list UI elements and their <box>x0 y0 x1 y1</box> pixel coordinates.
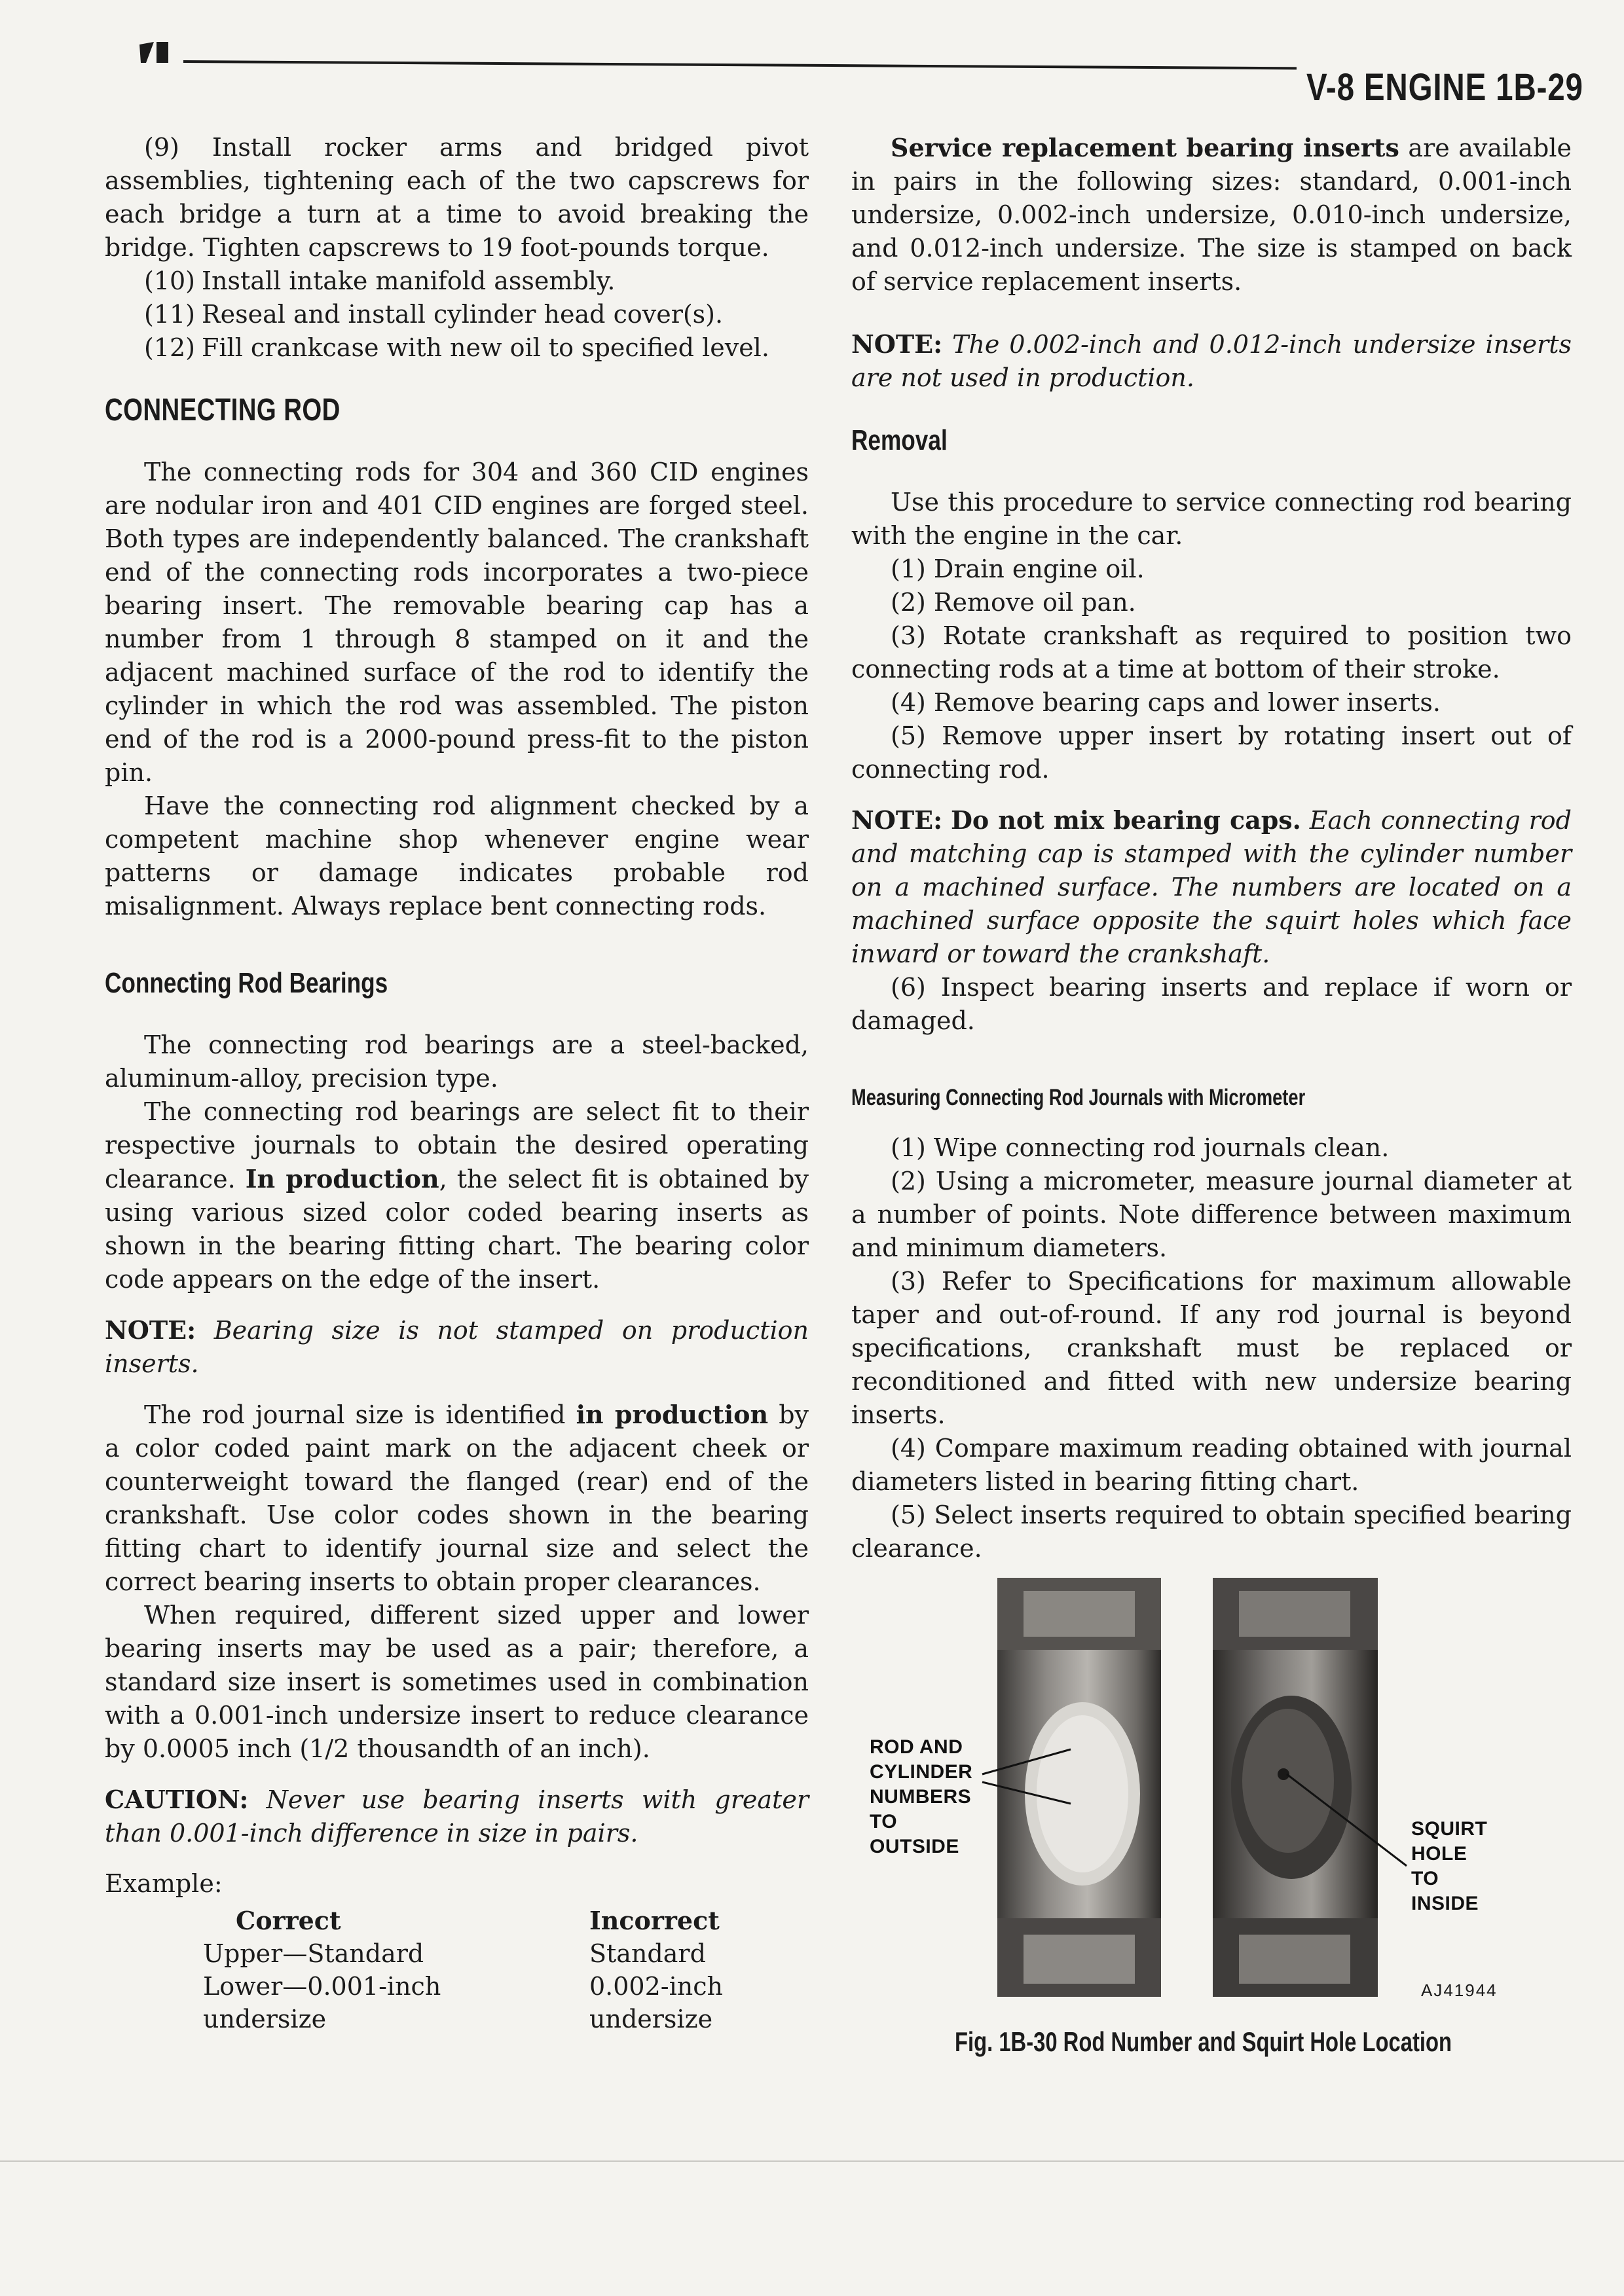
removal-step: (2) Remove oil pan. <box>891 588 1136 617</box>
bearings-paragraph-3: The rod journal size is identified in production by a color coded paint mark on the adjacent cheek or counterweight toward the flanged (rear) end of the crankshaft. Use color codes shown in the bearing fitting chart to identify journal size and select the correct bearing inserts to obtain proper clearances. <box>105 1400 809 1596</box>
corner-marker-icon <box>139 41 177 64</box>
removal-step-6: (6) Inspect bearing inserts and replace if worn or damaged. <box>851 973 1572 1035</box>
example-incorrect-heading: Incorrect <box>589 1906 720 1935</box>
connecting-rod-heading: CONNECTING ROD <box>105 393 341 428</box>
example-incorrect-column <box>589 1904 760 2035</box>
note-bearing-caps: NOTE: Do not mix bearing caps. Each connecting rod and matching cap is stamped with the cylinder number on a machined surface. The numbers are located on a machined surface opposite the squirt holes which face inward or toward the crankshaft. <box>851 805 1572 968</box>
step-10: (10) Install intake manifold assembly. <box>144 266 616 295</box>
figure-code: AJ41944 <box>1421 1980 1498 2000</box>
removal-step: (3) Rotate crankshaft as required to position two connecting rods at a time at bottom of their stroke. <box>851 621 1572 683</box>
service-inserts-paragraph: Service replacement bearing inserts are available in pairs in the following sizes: standard, 0.001-inch undersize, 0.002-inch undersize, 0.010-inch undersize, and 0.012-inch undersize. The size is stamped on back of service replacement inserts. <box>851 133 1572 296</box>
measuring-step: (4) Compare maximum reading obtained with journal diameters listed in bearing fitting chart. <box>851 1434 1572 1496</box>
figure-rod-number-squirt-hole <box>858 1578 1526 2075</box>
measuring-step: (1) Wipe connecting rod journals clean. <box>891 1133 1390 1162</box>
figure-label-rod-numbers: ROD AND CYLINDER NUMBERS TO OUTSIDE <box>870 1736 973 1857</box>
example-correct-line: undersize <box>203 2005 327 2033</box>
measuring-step: (5) Select inserts required to obtain specified bearing clearance. <box>851 1501 1572 1563</box>
page-header-title: V-8 ENGINE 1B-29 <box>1306 66 1583 109</box>
page-bottom-edge <box>0 2160 1624 2162</box>
left-column <box>105 131 809 2035</box>
example-incorrect-line: Standard <box>589 1939 706 1968</box>
note-undersize-inserts: NOTE: The 0.002-inch and 0.012-inch undersize inserts are not used in production. <box>851 329 1572 392</box>
figure-caption: Fig. 1B-30 Rod Number and Squirt Hole Location <box>955 2026 1452 2057</box>
removal-step: (5) Remove upper insert by rotating insert out of connecting rod. <box>851 721 1572 784</box>
bearings-paragraph-2: The connecting rod bearings are select fit to their respective journals to obtain the desired operating clearance. In production, the select fit is obtained by using various sized color coded bearing inserts as shown in the bearing fitting chart. The bearing color code appears on the edge of the insert. <box>105 1097 809 1294</box>
right-column <box>851 131 1572 1565</box>
example-incorrect-line: 0.002-inch <box>589 1972 724 2001</box>
caution-note: CAUTION: Never use bearing inserts with greater than 0.001-inch difference in size in pairs. <box>105 1785 809 1848</box>
measuring-step: (3) Refer to Specifications for maximum allowable taper and out-of-round. If any rod journal is beyond specifications, crankshaft must be replaced or reconditioned and fitted with new undersize bearing inserts. <box>851 1267 1572 1429</box>
bearings-paragraph-1: The connecting rod bearings are a steel-backed, aluminum-alloy, precision type. <box>105 1030 809 1093</box>
figure-label-squirt-hole: SQUIRT HOLE TO INSIDE <box>1411 1818 1488 1914</box>
connecting-rod-paragraph-1: The connecting rods for 304 and 360 CID engines are nodular iron and 401 CID engines are forged steel. Both types are independently balanced. The crankshaft end of the connecting rods incorporates a two-piece bearing insert. The removable bearing cap has a number from 1 through 8 stamped on it and the adjacent machined surface of the rod to identify the cylinder in which the rod was assembled. The piston end of the rod is a 2000-pound press-fit to the piston pin. <box>105 458 809 787</box>
example-correct-column <box>105 1904 589 2035</box>
measuring-heading: Measuring Connecting Rod Journals with Micrometer <box>851 1085 1306 1110</box>
example-incorrect-line: undersize <box>589 2005 713 2033</box>
header-rule <box>183 60 1297 69</box>
connecting-rod-paragraph-2: Have the connecting rod alignment checked by a competent machine shop whenever engine wear patterns or damage indicates probable rod misalignment. Always replace bent connecting rods. <box>105 792 809 920</box>
removal-step: (1) Drain engine oil. <box>891 555 1145 583</box>
note-bearing-size: NOTE: Bearing size is not stamped on production inserts. <box>105 1315 809 1378</box>
connecting-rod-bearings-heading: Connecting Rod Bearings <box>105 967 388 999</box>
step-12: (12) Fill crankcase with new oil to specified level. <box>144 333 769 362</box>
removal-step: (4) Remove bearing caps and lower inserts. <box>891 688 1441 717</box>
example-table <box>105 1904 809 2035</box>
removal-intro: Use this procedure to service connecting rod bearing with the engine in the car. <box>851 488 1572 550</box>
removal-heading: Removal <box>851 424 948 456</box>
example-correct-heading: Correct <box>236 1906 341 1935</box>
step-9: (9) Install rocker arms and bridged pivot assemblies, tightening each of the two capscrews for each bridge a turn at a time to avoid breaking the bridge. Tighten capscrews to 19 foot-pounds torque. <box>105 133 809 262</box>
example-correct-line: Upper—Standard <box>203 1939 424 1968</box>
bearings-paragraph-4: When required, different sized upper and lower bearing inserts may be used as a pair; therefore, a standard size insert is sometimes used in combination with a 0.001-inch undersize insert to reduce clearance by 0.0005 inch (1/2 thousandth of an inch). <box>105 1601 809 1763</box>
step-11: (11) Reseal and install cylinder head cover(s). <box>144 300 724 329</box>
example-correct-line: Lower—0.001-inch <box>203 1972 441 2001</box>
measuring-step: (2) Using a micrometer, measure journal diameter at a number of points. Note difference between maximum and minimum diameters. <box>851 1167 1572 1262</box>
example-label: Example: <box>105 1869 223 1898</box>
